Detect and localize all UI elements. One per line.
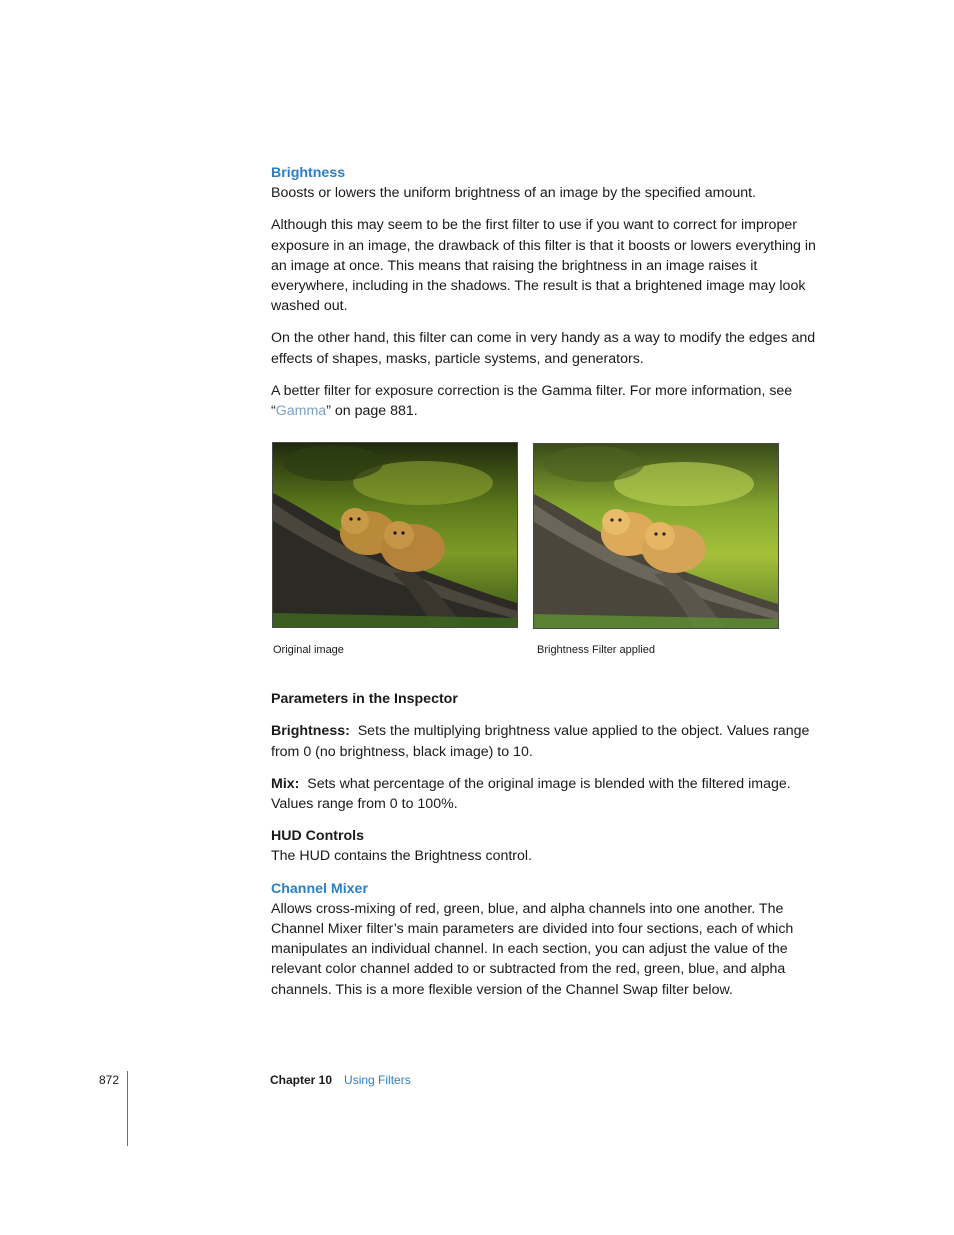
caption-original: Original image <box>273 644 344 657</box>
para-text: A better filter for exposure correction is the Gamma filter. For more information, see “ <box>271 382 793 420</box>
para-text: ” on page 881. <box>326 403 418 420</box>
brightness-filtered-image <box>533 443 779 629</box>
param-mix <box>271 774 827 814</box>
figure-row <box>271 442 827 687</box>
hud-heading: HUD Controls <box>271 828 365 845</box>
parameters-heading: Parameters in the Inspector <box>271 691 458 708</box>
footer-divider <box>127 1071 128 1146</box>
brightness-intro: Boosts or lowers the uniform brightness of an image by the specified amount. <box>271 185 756 202</box>
page-content <box>271 163 827 1000</box>
lion-cubs-photo <box>273 443 517 627</box>
param-text: Sets what percentage of the original image is blended with the filtered image. Values range from 0 to 100%. <box>271 775 791 813</box>
channel-mixer-text: Allows cross-mixing of red, green, blue, and alpha channels into one another. The Channel Mixer filter’s main parameters are divided into four sections, each of which manipulates an individual channel. In each section, you can adjust the value of the relevant color channel added to or subtracted from the red, green, blue, and alpha channels. This is a more flexible version of the Channel Swap filter below. <box>271 900 794 998</box>
brightness-para-1: Although this may seem to be the first filter to use if you want to correct for improper exposure in an image, the drawback of this filter is that it boosts or lowers everything in an image at once. This means that raising the brightness in an image raises it everywhere, including in the shadows. The result is that a brightened image may look washed out. <box>271 217 816 315</box>
hud-text: The HUD contains the Brightness control. <box>271 848 533 865</box>
param-text: Sets the multiplying brightness value applied to the object. Values range from 0 (no brightness, black image) to 10. <box>271 723 810 760</box>
original-image <box>272 442 518 628</box>
footer-chapter <box>270 1073 411 1087</box>
param-brightness <box>271 721 827 761</box>
brightness-para-3 <box>271 381 827 421</box>
chapter-title-link[interactable]: Using Filters <box>344 1073 411 1087</box>
caption-filtered: Brightness Filter applied <box>537 644 656 657</box>
page-number: 872 <box>99 1073 120 1087</box>
lion-cubs-photo-bright <box>534 444 778 628</box>
section-heading-channel-mixer: Channel Mixer <box>271 880 368 897</box>
section-heading-brightness: Brightness <box>271 165 346 181</box>
param-label: Mix: <box>271 775 300 792</box>
gamma-link[interactable]: Gamma <box>275 403 327 420</box>
param-label: Brightness: <box>271 723 350 740</box>
chapter-label: Chapter 10 <box>270 1073 333 1087</box>
brightness-para-2: On the other hand, this filter can come in very handy as a way to modify the edges and effects of shapes, masks, particle systems, and generators. <box>271 330 816 367</box>
